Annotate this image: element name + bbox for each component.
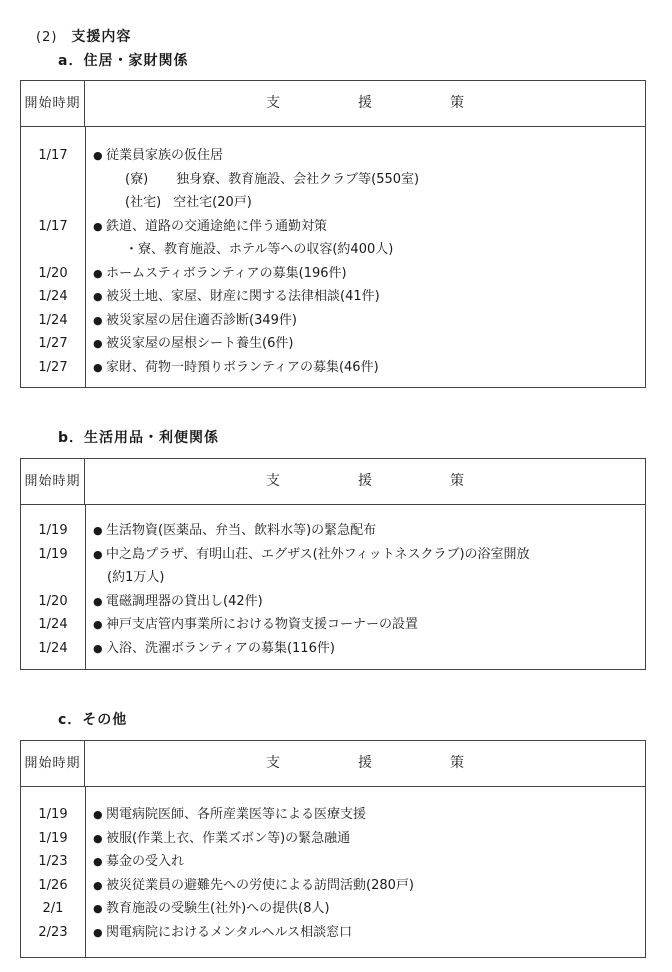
table-row: 1/19 ● 中之島プラザ、有明山荘、エグザス(社外フィットネスクラブ)の浴室開放 [38,546,530,562]
section-number: (2) [36,30,58,45]
table-row: 1/23 ● 募金の受入れ [38,854,185,869]
table-row: (社宅) 空社宅(20戸) [125,195,252,210]
table-row: 1/24 ● 神戸支店管内事業所における物資支援コーナーの設置 [38,617,419,632]
table-header [21,741,645,787]
header-start-period: 開始時期 [21,741,85,786]
table-daily-goods [20,458,646,670]
header-start-period: 開始時期 [21,81,85,126]
table-row: 1/20 ● ホームスティボランティアの募集(196件) [38,265,347,281]
group-b-title: b．生活用品・利便関係 [58,430,220,446]
table-row: 1/17 ● 鉄道、道路の交通途絶に伴う通勤対策 [38,218,328,234]
table-row: 2/23 ● 関電病院におけるメンタルヘルス相談窓口 [38,924,353,940]
table-row: 1/24 ● 被災土地、家屋、財産に関する法律相談(41件) [38,289,380,304]
table-row: 1/19 ● 被服(作業上衣、作業ズボン等)の緊急融通 [38,830,351,846]
table-row: 1/24 ● 入浴、洗濯ボランティアの募集(116件) [38,640,335,656]
table-row: 1/26 ● 被災従業員の避難先への労使による訪問活動(280戸) [38,877,414,893]
group-a-title: a．住居・家財関係 [58,53,189,69]
table-row: 1/19 ● 関電病院医師、各所産業医等による医療支援 [38,807,367,822]
table-row: 1/27 ● 家財、荷物一時預りボランティアの募集(46件) [38,359,379,375]
table-row: 1/24 ● 被災家屋の居住適否診断(349件) [38,312,297,328]
table-header [21,81,645,127]
table-other [20,740,646,958]
header-support-measures: 支援策 [266,473,542,489]
table-row: (約1万人) [107,570,165,585]
table-row: 1/20 ● 電磁調理器の貸出し(42件) [38,593,263,609]
table-row: (寮) 独身寮、教育施設、会社クラブ等(550室) [125,171,420,187]
header-support-measures: 支援策 [266,755,542,771]
table-row: 1/17 ● 従業員家族の仮住居 [38,148,224,163]
table-header [21,459,645,505]
table-row: 1/27 ● 被災家屋の屋根シート養生(6件) [38,336,294,351]
table-row: ・寮、教育施設、ホテル等への収容(約400人) [125,242,394,257]
section-title: 支援内容 [71,29,132,45]
table-row: 1/19 ● 生活物資(医薬品、弁当、飲料水等)の緊急配布 [38,523,377,538]
table-row: 2/1 ● 教育施設の受験生(社外)への提供(8人) [42,901,330,916]
group-c-title: c．その他 [58,712,128,728]
table-housing [20,80,646,388]
header-start-period: 開始時期 [21,459,85,504]
header-support-measures: 支援策 [266,95,542,111]
section-heading [36,26,131,46]
